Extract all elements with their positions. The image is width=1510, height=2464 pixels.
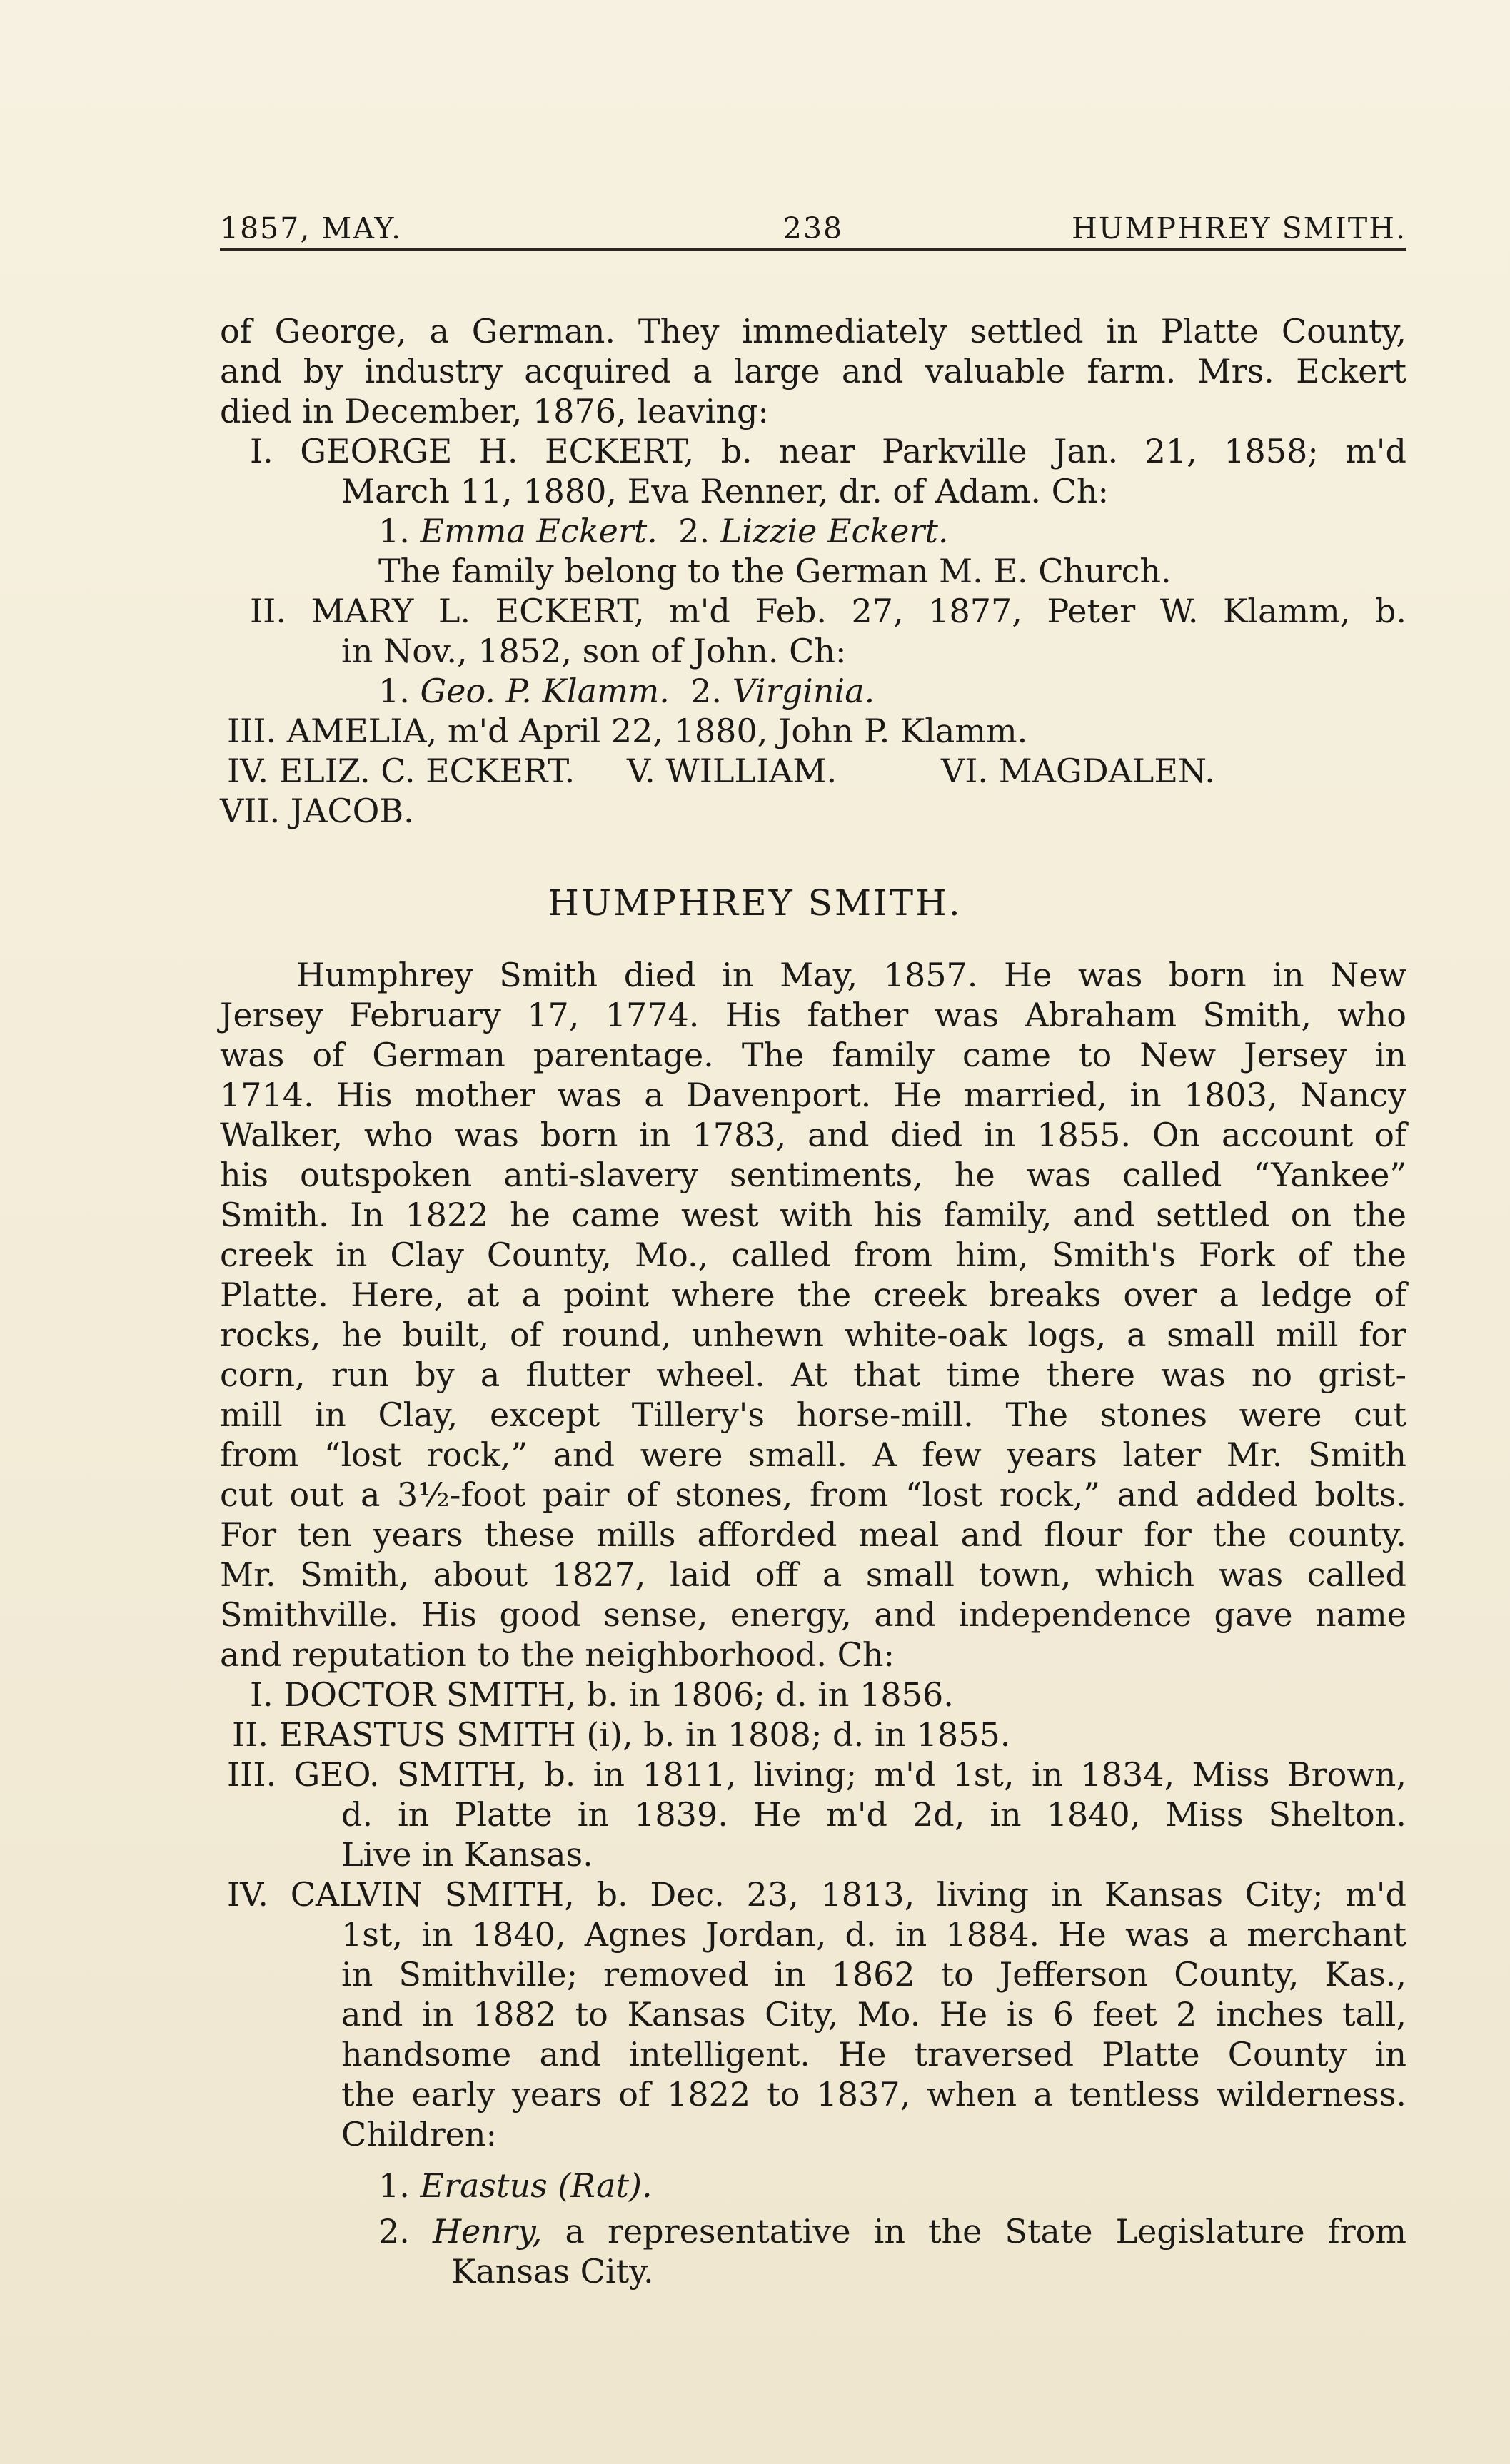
entry-amelia: III. AMELIA, m'd April 22, 1880, John P. Klamm. [227, 712, 1028, 750]
text-line: Jersey February 17, 1774. His father was Abraham Smith, who [220, 996, 1406, 1034]
children-mary: 1. Geo. P. Klamm. 2. Virginia. [378, 672, 875, 710]
text-line: in Smithville; removed in 1862 to Jefferson County, Kas., [341, 1955, 1406, 1994]
text-line: d. in Platte in 1839. He m'd 2d, in 1840, Miss Shelton. [341, 1795, 1406, 1834]
entry-mary: II. MARY L. ECKERT, m'd Feb. 27, 1877, Peter W. Klamm, b. [250, 592, 1406, 630]
text-line: rocks, he built, of round, unhewn white-oak logs, a small mill for [220, 1316, 1406, 1354]
running-header [220, 208, 1406, 251]
child-name: Virginia. [732, 672, 875, 710]
text-line: the early years of 1822 to 1837, when a tentless wilderness. [341, 2075, 1406, 2114]
child-name: Henry, [432, 2212, 543, 2251]
child-name: Emma Eckert. [420, 512, 658, 550]
entry-jacob: VII. JACOB. [220, 792, 414, 830]
text-line: The family belong to the German M. E. Church. [378, 552, 1172, 590]
child-henry: 2. Henry, a representative in the State Legislature from [378, 2212, 1406, 2251]
text-line: Children: [341, 2115, 498, 2154]
entry-calvin: IV. CALVIN SMITH, b. Dec. 23, 1813, living in Kansas City; m'd [227, 1875, 1406, 1914]
section-title: HUMPHREY SMITH. [548, 882, 962, 924]
text-line: creek in Clay County, Mo., called from him, Smith's Fork of the [220, 1236, 1406, 1274]
entry-others: IV. ELIZ. C. ECKERT. V. WILLIAM. VI. MAGDALEN. [227, 752, 1215, 790]
header-title: HUMPHREY SMITH. [1072, 211, 1406, 246]
text-line: Smith. In 1822 he came west with his family, and settled on the [220, 1196, 1406, 1234]
text-line: Smithville. His good sense, energy, and independence gave name [220, 1595, 1406, 1634]
page-number: 238 [782, 211, 844, 246]
child-name: Erastus (Rat). [420, 2166, 653, 2205]
text-line: his outspoken anti-slavery sentiments, he was called “Yankee” [220, 1156, 1406, 1194]
text-line: 1st, in 1840, Agnes Jordan, d. in 1884. He was a merchant [341, 1915, 1406, 1954]
text-line: from “lost rock,” and were small. A few years later Mr. Smith [220, 1435, 1406, 1474]
text-line: Walker, who was born in 1783, and died in 1855. On account of [220, 1116, 1406, 1154]
text-line: and by industry acquired a large and valuable farm. Mrs. Eckert [220, 352, 1406, 390]
text-line: died in December, 1876, leaving: [220, 392, 769, 430]
text-line: Kansas City. [451, 2252, 654, 2291]
text-line: of George, a German. They immediately settled in Platte County, [220, 312, 1406, 350]
text-line: and in 1882 to Kansas City, Mo. He is 6 feet 2 inches tall, [341, 1995, 1406, 2034]
header-date: 1857, MAY. [220, 211, 403, 246]
text-line: March 11, 1880, Eva Renner, dr. of Adam. Ch: [341, 472, 1109, 510]
text-line: 1714. His mother was a Davenport. He married, in 1803, Nancy [220, 1076, 1406, 1114]
child-name: Geo. P. Klamm. [420, 672, 670, 710]
text-line: mill in Clay, except Tillery's horse-mill. The stones were cut [220, 1395, 1406, 1434]
entry-geo: III. GEO. SMITH, b. in 1811, living; m'd 1st, in 1834, Miss Brown, [227, 1755, 1406, 1794]
children-george: 1. Emma Eckert. 2. Lizzie Eckert. [378, 512, 949, 550]
text-line: Humphrey Smith died in May, 1857. He was born in New [296, 956, 1406, 994]
entry-doctor: I. DOCTOR SMITH, b. in 1806; d. in 1856. [250, 1675, 954, 1714]
text-line: For ten years these mills afforded meal and flour for the county. [220, 1515, 1406, 1554]
entry-erastus: II. ERASTUS SMITH (i), b. in 1808; d. in 1855. [232, 1715, 1011, 1754]
text-line: corn, run by a flutter wheel. At that time there was no grist- [220, 1355, 1406, 1394]
text-line: in Nov., 1852, son of John. Ch: [341, 632, 847, 670]
text-line: cut out a 3½-foot pair of stones, from “lost rock,” and added bolts. [220, 1475, 1406, 1514]
text-line: Platte. Here, at a point where the creek breaks over a ledge of [220, 1276, 1406, 1314]
child-erastus: 1. Erastus (Rat). [378, 2166, 653, 2205]
text-line: and reputation to the neighborhood. Ch: [220, 1635, 895, 1674]
text-line: handsome and intelligent. He traversed Platte County in [341, 2035, 1406, 2074]
text-line: was of German parentage. The family came to New Jersey in [220, 1036, 1406, 1074]
child-name: Lizzie Eckert. [720, 512, 949, 550]
text-line: Live in Kansas. [341, 1835, 593, 1874]
entry-george: I. GEORGE H. ECKERT, b. near Parkville Jan. 21, 1858; m'd [250, 432, 1406, 470]
text-line: Mr. Smith, about 1827, laid off a small town, which was called [220, 1555, 1406, 1594]
